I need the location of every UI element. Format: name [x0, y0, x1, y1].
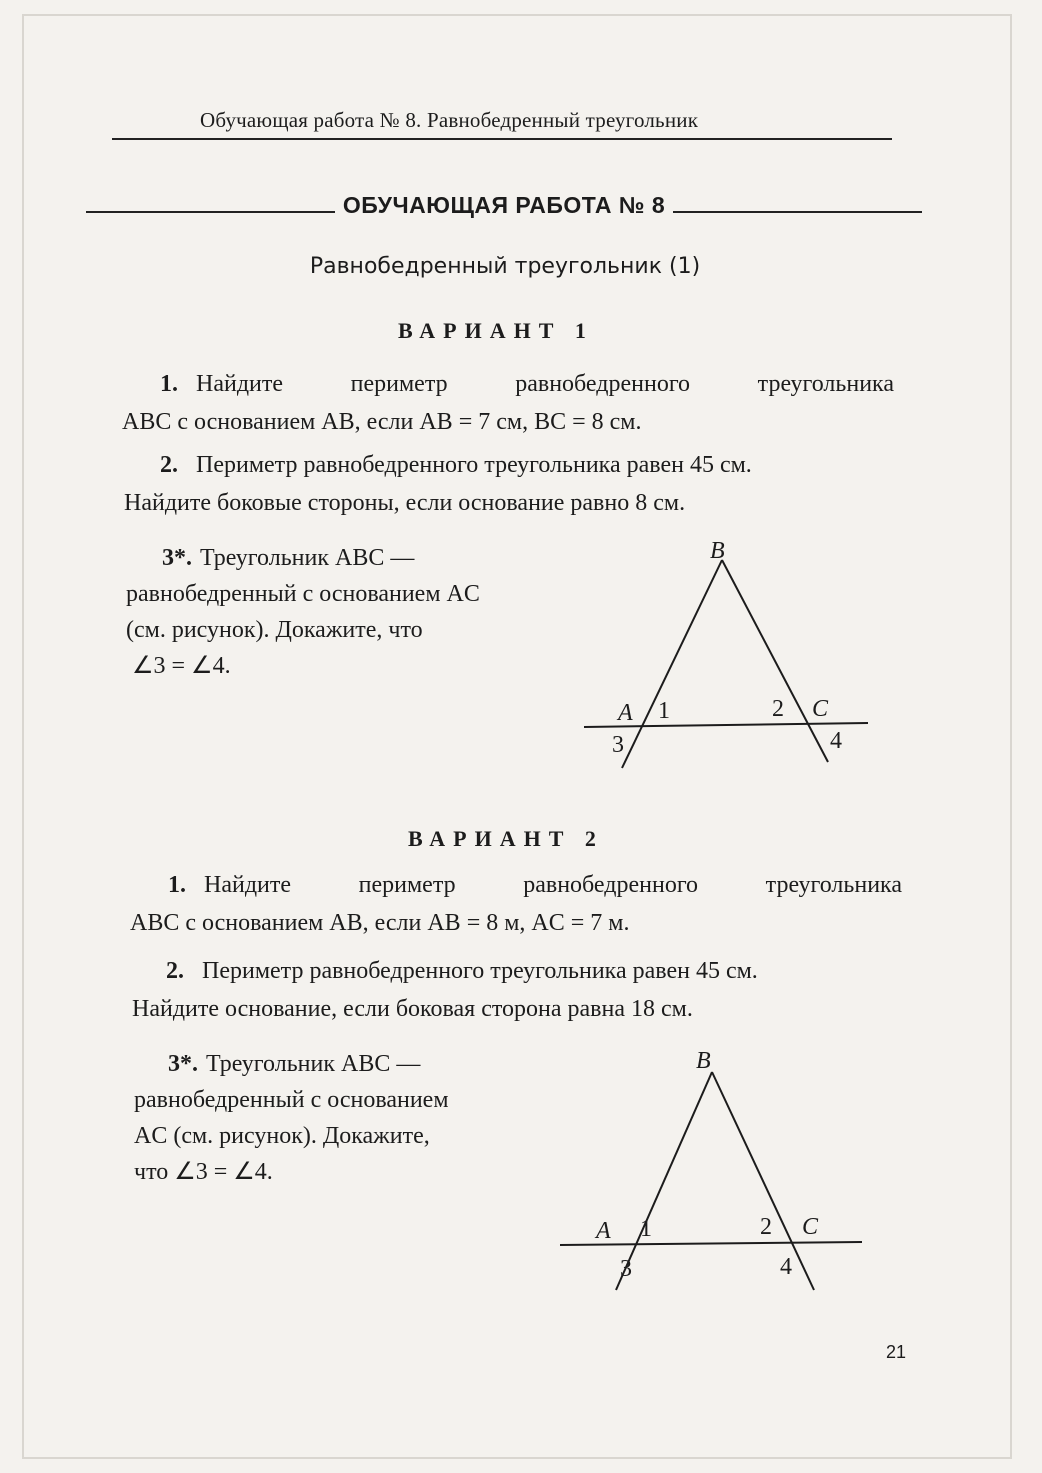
- label-b: B: [710, 538, 725, 564]
- task-text-line-2: Найдите боковые стороны, если основание равно 8 см.: [124, 490, 686, 516]
- work-title: ОБУЧАЮЩАЯ РАБОТА № 8: [342, 191, 666, 218]
- task-text-line-1: Периметр равнобедренного треугольника равен 45 см.: [202, 958, 758, 984]
- title-rule-left: [86, 211, 335, 213]
- task-text-line-1: Треугольник ABC —: [206, 1051, 421, 1077]
- label-angle-4: 4: [830, 728, 842, 754]
- head-rule: [112, 138, 892, 140]
- task-number: 2.: [166, 958, 184, 984]
- task-text-line-2: Найдите основание, если боковая сторона равна 18 см.: [132, 996, 693, 1022]
- side-bc-line: [722, 560, 828, 762]
- side-bc-line: [712, 1072, 814, 1290]
- variant-1-task-2: [124, 446, 896, 522]
- task-text-line-1: Найдите периметр равнобедренного треугольника: [204, 872, 902, 898]
- label-c: C: [812, 696, 829, 722]
- variant-1-task-3: [126, 540, 546, 684]
- task-text-line-2: ABC с основанием AB, если AB = 8 м, AC = 7 м.: [130, 910, 630, 936]
- variant-2-task-2: [132, 952, 904, 1028]
- variant-1-task-1: [122, 365, 894, 441]
- variant-2-triangle-figure: [556, 1040, 876, 1300]
- task-text-line-4: ∠3 = ∠4.: [132, 653, 231, 679]
- variant-1-heading: ВАРИАНТ 1: [398, 318, 594, 343]
- subtitle: Равнобедренный треугольник (1): [309, 254, 701, 279]
- task-text-line-1: Найдите периметр равнобедренного треугольника: [196, 371, 894, 397]
- label-a: A: [596, 1218, 611, 1244]
- task-number: 3*.: [162, 545, 192, 571]
- label-angle-3: 3: [620, 1256, 632, 1282]
- task-text-line-3: (см. рисунок). Докажите, что: [126, 617, 423, 643]
- label-angle-1: 1: [658, 698, 670, 724]
- task-number: 1.: [168, 872, 186, 898]
- label-angle-3: 3: [612, 732, 624, 758]
- variant-2-task-1: [130, 866, 902, 942]
- label-b: B: [696, 1048, 711, 1074]
- label-c: C: [802, 1214, 819, 1240]
- label-angle-1: 1: [640, 1216, 652, 1242]
- variant-1-triangle-figure: [580, 530, 880, 780]
- variant-2-task-3: [134, 1046, 534, 1190]
- label-angle-2: 2: [760, 1214, 772, 1240]
- task-number: 1.: [160, 371, 178, 397]
- title-rule-right: [673, 211, 922, 213]
- task-text-line-2: равнобедренный с основанием AC: [126, 581, 480, 607]
- label-angle-2: 2: [772, 696, 784, 722]
- task-text-line-1: Периметр равнобедренного треугольника равен 45 см.: [196, 452, 752, 478]
- running-head: Обучающая работа № 8. Равнобедренный треугольник: [200, 108, 699, 132]
- page-number: 21: [886, 1342, 907, 1362]
- label-a: A: [618, 700, 633, 726]
- variant-2-heading: ВАРИАНТ 2: [408, 826, 604, 851]
- side-ab-line: [622, 560, 722, 768]
- task-text-line-2: равнобедренный с основанием: [134, 1087, 449, 1113]
- label-angle-4: 4: [780, 1254, 792, 1280]
- task-text-line-1: Треугольник ABC —: [200, 545, 415, 571]
- task-text-line-3: AC (см. рисунок). Докажите,: [134, 1123, 430, 1149]
- task-number: 3*.: [168, 1051, 198, 1077]
- task-text-line-2: ABC с основанием AB, если AB = 7 см, BC = 8 см.: [122, 409, 642, 435]
- work-title-row: [86, 188, 922, 222]
- task-number: 2.: [160, 452, 178, 478]
- task-text-line-4: что ∠3 = ∠4.: [134, 1159, 273, 1185]
